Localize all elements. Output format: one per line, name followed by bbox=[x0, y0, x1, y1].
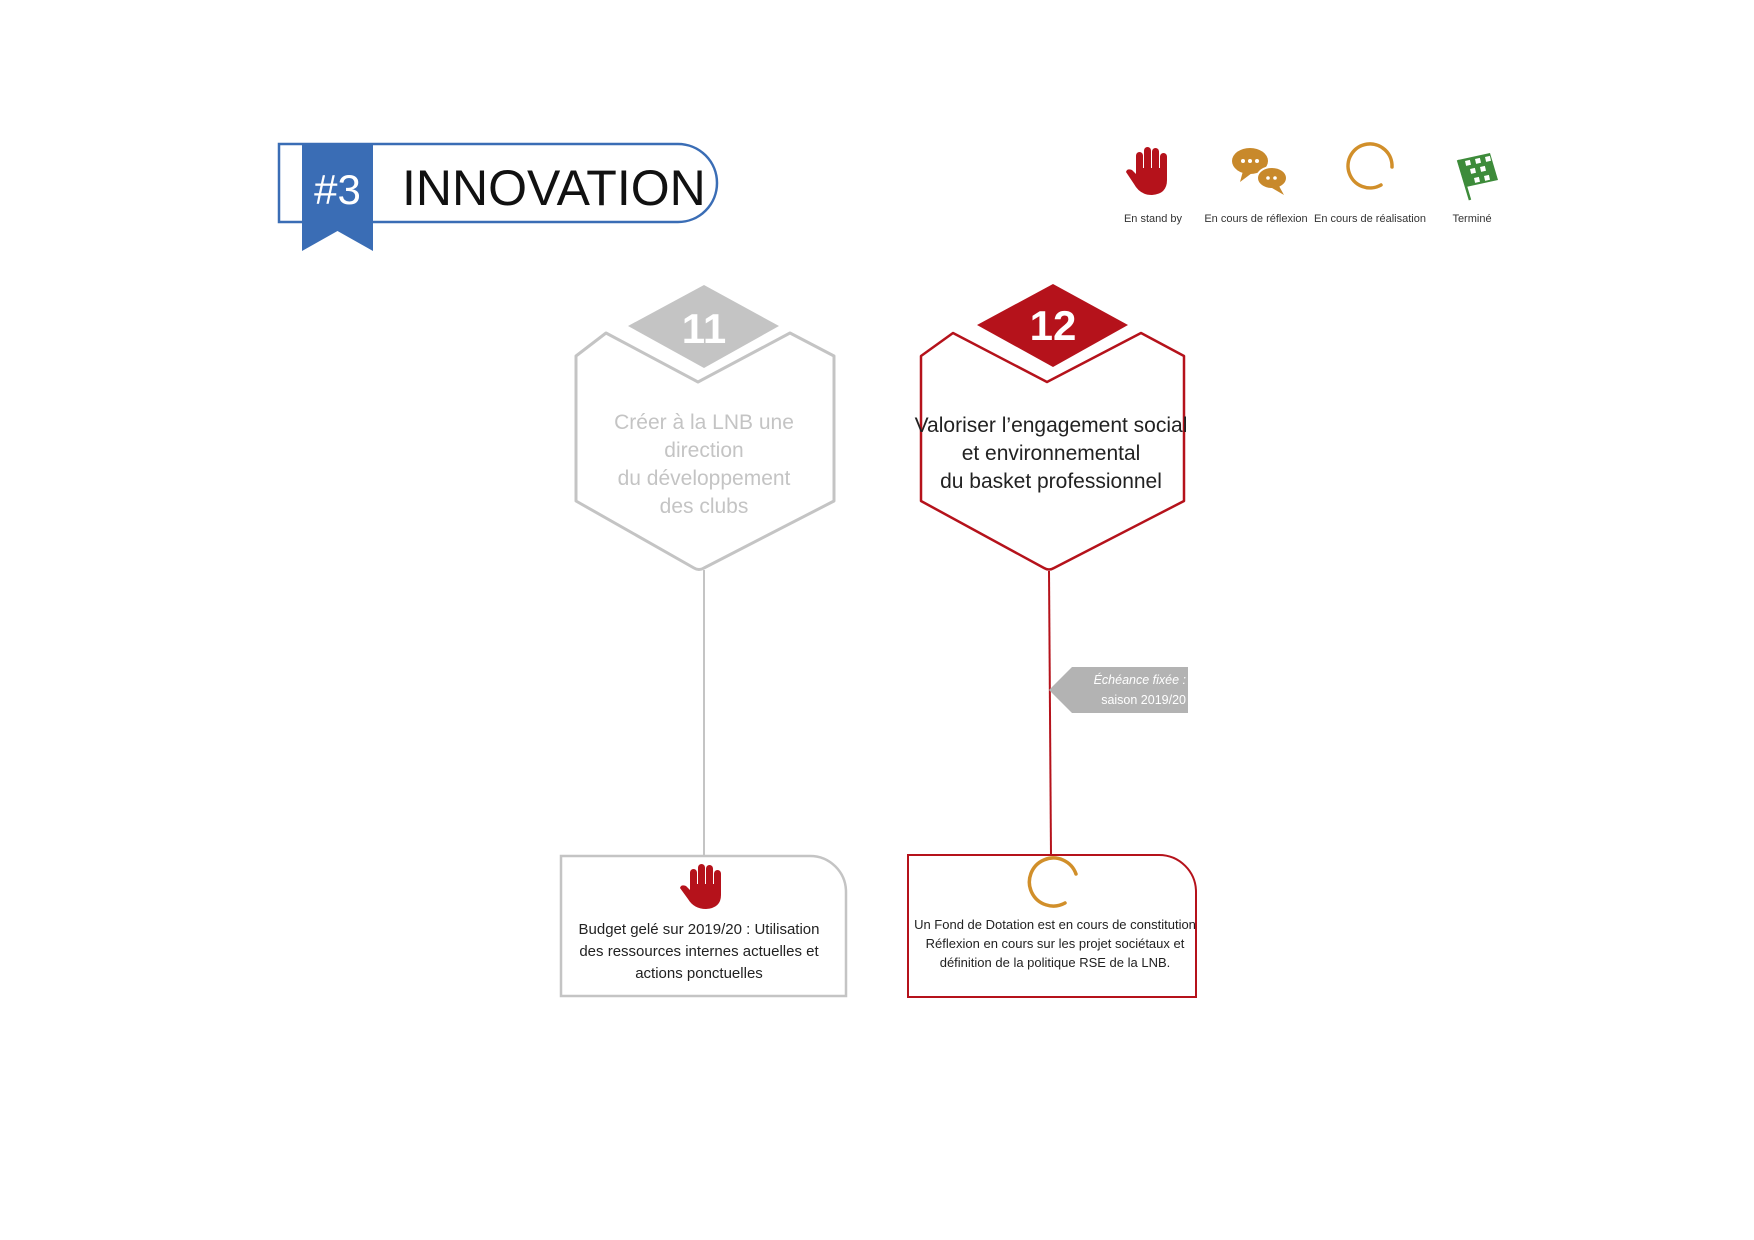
legend bbox=[1124, 144, 1498, 225]
status-line: actions ponctuelles bbox=[635, 965, 763, 982]
legend-label: Terminé bbox=[1452, 213, 1492, 225]
speech-bubbles-icon bbox=[1232, 148, 1287, 195]
legend-item-reflexion bbox=[1204, 148, 1307, 225]
action-title-line: Valoriser l’engagement social bbox=[914, 414, 1188, 437]
page-title: INNOVATION bbox=[402, 160, 706, 216]
deadline-label: Échéance fixée : bbox=[1093, 673, 1186, 687]
action-title-line: et environnemental bbox=[961, 442, 1141, 465]
action-number: 12 bbox=[1029, 302, 1077, 349]
action-title-line: Créer à la LNB une bbox=[614, 411, 794, 434]
action-title-line: du basket professionnel bbox=[940, 470, 1162, 493]
checkered-flag-icon bbox=[1458, 153, 1498, 200]
status-description bbox=[914, 917, 1196, 970]
status-line: Un Fond de Dotation est en cours de constitution bbox=[914, 917, 1196, 932]
action-title-line: des clubs bbox=[659, 495, 749, 518]
deadline-tag bbox=[1049, 667, 1188, 713]
legend-item-realisation bbox=[1314, 144, 1426, 225]
action-card-12 bbox=[908, 284, 1196, 997]
action-card-11 bbox=[561, 285, 846, 996]
status-line: définition de la politique RSE de la LNB. bbox=[939, 955, 1171, 970]
section-header bbox=[279, 144, 717, 251]
status-line: des ressources internes actuelles et bbox=[579, 943, 819, 960]
legend-label: En stand by bbox=[1123, 213, 1183, 225]
legend-label: En cours de réflexion bbox=[1204, 213, 1308, 225]
legend-item-termine bbox=[1452, 153, 1498, 225]
status-line: Réflexion en cours sur les projet sociétaux et bbox=[925, 936, 1185, 951]
action-number: 11 bbox=[681, 305, 727, 352]
hand-stop-icon bbox=[1126, 147, 1167, 195]
progress-ring-icon bbox=[1348, 144, 1392, 188]
deadline-value: saison 2019/20 bbox=[1101, 693, 1186, 707]
section-number: #3 bbox=[314, 166, 361, 213]
status-line: Budget gelé sur 2019/20 : Utilisation bbox=[578, 921, 820, 938]
legend-label: En cours de réalisation bbox=[1314, 213, 1426, 225]
action-title-line: direction bbox=[664, 439, 744, 462]
connector-line bbox=[1049, 571, 1051, 856]
action-title-line: du développement bbox=[617, 467, 791, 490]
legend-item-stand-by bbox=[1124, 147, 1183, 225]
